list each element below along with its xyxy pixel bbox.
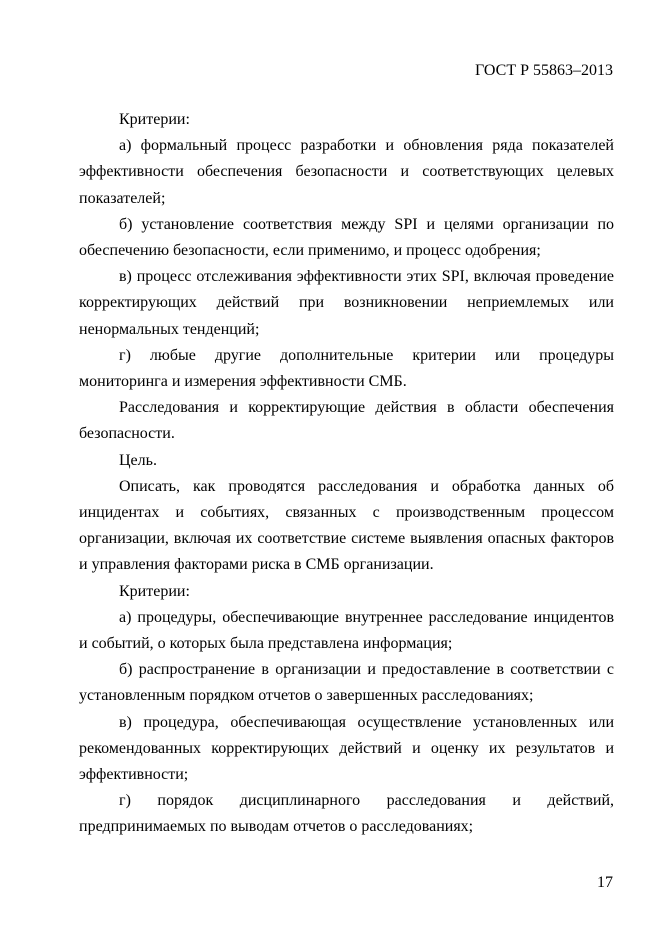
paragraph-criterion-a-1: а) формальный процесс разработки и обновления ряда показателей эффективности обеспечения безопасности и соответствующих целевых показателей; [79,137,614,207]
paragraph-section-title: Расследования и корректирующие действия в области обеспечения безопасности. [79,399,614,443]
paragraph-criteria-heading-1: Критерии: [119,111,190,128]
paragraph-criterion-b-2: б) распространение в организации и предоставление в соответствии с установленным порядком отчетов о завершенных расследованиях; [79,661,614,705]
paragraph-criterion-g-1: г) любые другие дополнительные критерии или процедуры мониторинга и измерения эффективности СМБ. [79,346,614,391]
document-body [79,107,614,841]
paragraph-criterion-b-1: б) установление соответствия между SPI и целями организации по обеспечению безопасности, если применимо, и процесс одобрения; [79,215,614,260]
standard-header: ГОСТ Р 55863–2013 [475,62,613,79]
paragraph-goal-heading: Цель. [119,451,157,469]
page-number: 17 [597,874,613,891]
paragraph-criterion-g-2: г) порядок дисциплинарного расследования и действий, предпринимаемых по выводам отчетов о расследованиях; [79,792,614,836]
paragraph-criteria-heading-2: Критерии: [119,582,190,600]
paragraph-criterion-a-2: а) процедуры, обеспечивающие внутреннее расследование инцидентов и событий, о которых была представлена информация; [79,608,614,653]
paragraph-criterion-v-1: в) процесс отслеживания эффективности этих SPI, включая проведение корректирующих действий при возникновении неприемлемых или ненормальных тенденций; [79,268,614,338]
paragraph-goal-text: Описать, как проводятся расследования и обработка данных об инцидентах и событиях, связанных с производственным процессом организации, включая их соответствие системе выявления опасных факторов и управления факторами риска в СМБ организации. [79,477,614,574]
paragraph-criterion-v-2: в) процедура, обеспечивающая осуществление установленных или рекомендованных корректирующих действий и оценку их результатов и эффективности; [79,713,614,784]
